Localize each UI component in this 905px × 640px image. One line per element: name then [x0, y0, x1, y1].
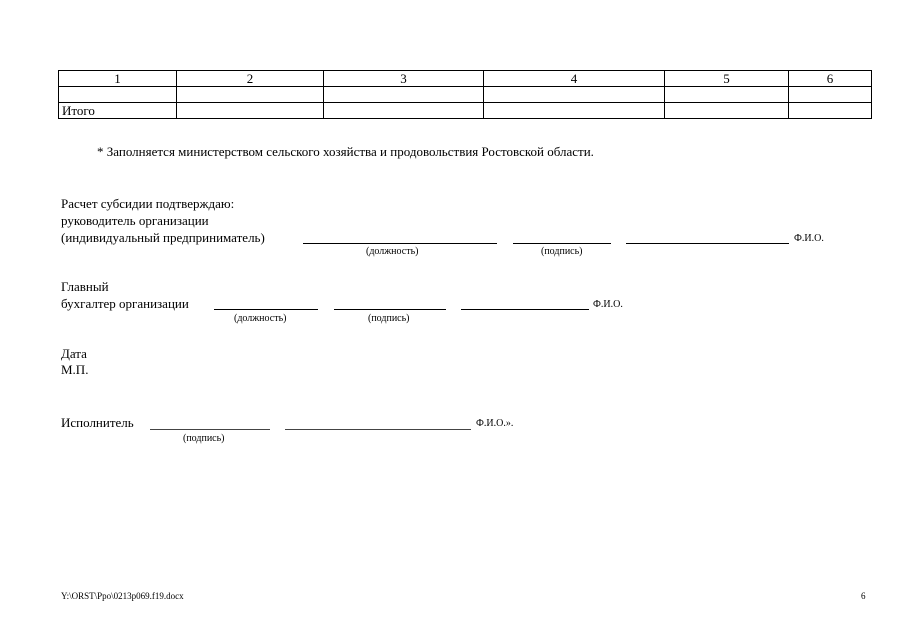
- head-signature-line[interactable]: [513, 243, 611, 244]
- table-row: [59, 87, 872, 103]
- executor-signature-caption: (подпись): [183, 433, 225, 444]
- head-role-label: руководитель организации: [61, 213, 209, 228]
- table-cell: [324, 103, 484, 119]
- table-cell: [177, 87, 324, 103]
- confirm-heading: Расчет субсидии подтверждаю:: [61, 196, 235, 211]
- table-cell: [484, 87, 665, 103]
- table-cell: [324, 87, 484, 103]
- table-header-cell: 1: [59, 71, 177, 87]
- head-signature-caption: (подпись): [541, 246, 583, 257]
- accountant-label-2: бухгалтер организации: [61, 296, 189, 311]
- footnote: * Заполняется министерством сельского хозяйства и продовольствия Ростовской области.: [97, 144, 594, 159]
- table-cell-total-label: Итого: [59, 103, 177, 119]
- accountant-label: Главный: [61, 279, 109, 294]
- table-header-cell: 4: [484, 71, 665, 87]
- table-header-cell: 3: [324, 71, 484, 87]
- head-fio-label: Ф.И.О.: [794, 233, 824, 244]
- table-total-row: [59, 103, 872, 119]
- table-cell: [484, 103, 665, 119]
- head-position-caption: (должность): [366, 246, 419, 257]
- accountant-signature-caption: (подпись): [368, 313, 410, 324]
- date-label: Дата: [61, 346, 87, 361]
- head-position-line[interactable]: [303, 243, 497, 244]
- page-number: 6: [861, 591, 866, 601]
- accountant-fio-label: Ф.И.О.: [593, 299, 623, 310]
- stamp-label: М.П.: [61, 362, 89, 377]
- summary-table: [58, 70, 872, 119]
- executor-fio-line[interactable]: [285, 429, 471, 430]
- table-header-cell: 6: [789, 71, 872, 87]
- footer-file-path: Y:\ORST\Ppo\0213p069.f19.docx: [61, 591, 184, 601]
- table-cell: [177, 103, 324, 119]
- table-cell: [59, 87, 177, 103]
- accountant-signature-line[interactable]: [334, 309, 446, 310]
- table-cell: [665, 103, 789, 119]
- accountant-position-caption: (должность): [234, 313, 287, 324]
- table-header-cell: 2: [177, 71, 324, 87]
- table-header-cell: 5: [665, 71, 789, 87]
- executor-label: Исполнитель: [61, 415, 134, 430]
- table-cell: [665, 87, 789, 103]
- table-header-row: [59, 71, 872, 87]
- head-fio-line[interactable]: [626, 243, 789, 244]
- table-cell: [789, 87, 872, 103]
- executor-signature-line[interactable]: [150, 429, 270, 430]
- executor-fio-label: Ф.И.О.».: [476, 418, 514, 429]
- accountant-position-line[interactable]: [214, 309, 318, 310]
- accountant-fio-line[interactable]: [461, 309, 589, 310]
- head-role-label-2: (индивидуальный предприниматель): [61, 230, 265, 245]
- table-cell: [789, 103, 872, 119]
